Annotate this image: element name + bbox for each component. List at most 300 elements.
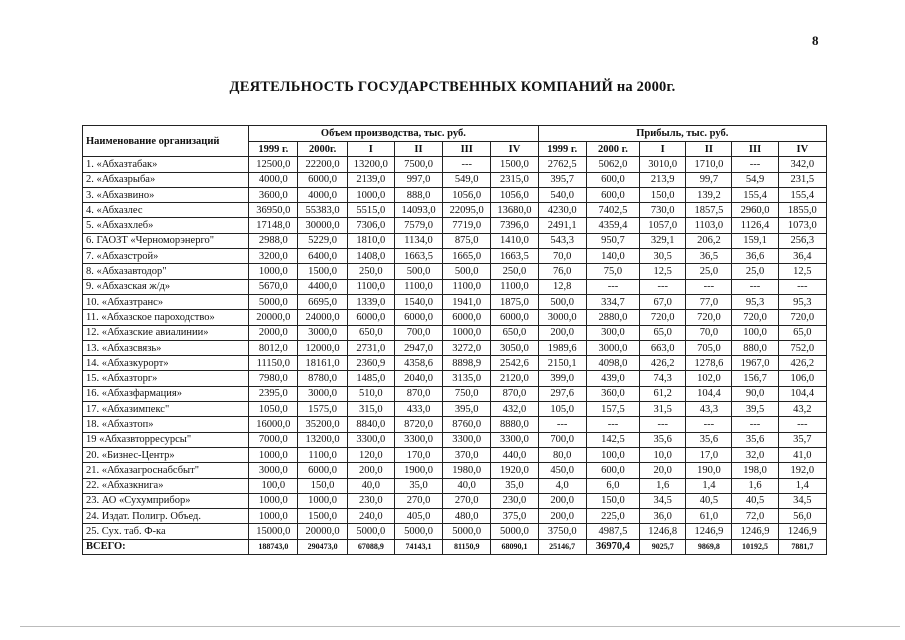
value-cell: 22095,0 <box>443 203 491 218</box>
value-cell: 3050,0 <box>491 340 538 355</box>
value-cell: 198,0 <box>732 463 778 478</box>
value-cell: 25,0 <box>732 264 778 279</box>
value-cell: 1246,9 <box>778 524 826 539</box>
value-cell: 1000,0 <box>249 509 298 524</box>
value-cell: 10,0 <box>640 447 686 462</box>
value-cell: 25146,7 <box>538 539 586 554</box>
value-cell: 54,9 <box>732 172 778 187</box>
value-cell: 6000,0 <box>491 310 538 325</box>
value-cell: 1100,0 <box>394 279 442 294</box>
value-cell: 439,0 <box>586 371 639 386</box>
value-cell: 90,0 <box>732 386 778 401</box>
table-row <box>83 432 827 447</box>
value-cell: 433,0 <box>394 402 442 417</box>
value-cell: 6000,0 <box>298 172 347 187</box>
value-cell: 231,5 <box>778 172 826 187</box>
value-cell: 4,0 <box>538 478 586 493</box>
value-cell: 360,0 <box>586 386 639 401</box>
value-cell: 7500,0 <box>394 157 442 172</box>
table-row <box>83 310 827 325</box>
value-cell: 5229,0 <box>298 233 347 248</box>
value-cell: 22200,0 <box>298 157 347 172</box>
value-cell: 1246,8 <box>640 524 686 539</box>
value-cell: 65,0 <box>640 325 686 340</box>
value-cell: 3000,0 <box>249 463 298 478</box>
value-cell: 6400,0 <box>298 249 347 264</box>
value-cell: 888,0 <box>394 187 442 202</box>
value-cell: --- <box>443 157 491 172</box>
value-cell: 2120,0 <box>491 371 538 386</box>
value-cell: 200,0 <box>538 493 586 508</box>
value-cell: 61,0 <box>686 509 732 524</box>
value-cell: 5000,0 <box>249 294 298 309</box>
table-row <box>83 493 827 508</box>
value-cell: 8780,0 <box>298 371 347 386</box>
value-cell: 730,0 <box>640 203 686 218</box>
value-cell: 5670,0 <box>249 279 298 294</box>
value-cell: 7306,0 <box>347 218 394 233</box>
value-cell: 30,5 <box>640 249 686 264</box>
value-cell: 35,6 <box>732 432 778 447</box>
value-cell: 1100,0 <box>347 279 394 294</box>
value-cell: --- <box>732 157 778 172</box>
value-cell: 549,0 <box>443 172 491 187</box>
value-cell: 600,0 <box>586 172 639 187</box>
page-title: ДЕЯТЕЛЬНОСТЬ ГОСУДАРСТВЕННЫХ КОМПАНИЙ на 2000г. <box>229 79 676 95</box>
value-cell: 2150,1 <box>538 356 586 371</box>
value-cell: 25,0 <box>686 264 732 279</box>
value-cell: 426,2 <box>640 356 686 371</box>
value-cell: 225,0 <box>586 509 639 524</box>
value-cell: 370,0 <box>443 447 491 462</box>
value-cell: 395,0 <box>443 402 491 417</box>
organization-name-cell: 11. «Абхазское пароходство» <box>83 310 249 325</box>
value-cell: 7579,0 <box>394 218 442 233</box>
scan-bottom-line <box>20 626 900 627</box>
value-cell: 7000,0 <box>249 432 298 447</box>
value-cell: 206,2 <box>686 233 732 248</box>
table-row <box>83 509 827 524</box>
value-cell: 1000,0 <box>249 264 298 279</box>
value-cell: 2947,0 <box>394 340 442 355</box>
value-cell: 5062,0 <box>586 157 639 172</box>
value-cell: 1100,0 <box>443 279 491 294</box>
value-cell: 12,5 <box>778 264 826 279</box>
organization-name-cell: 20. «Бизнес-Центр» <box>83 447 249 462</box>
value-cell: 3000,0 <box>298 386 347 401</box>
companies-table <box>82 125 827 555</box>
value-cell: 155,4 <box>732 187 778 202</box>
value-cell: 1810,0 <box>347 233 394 248</box>
value-cell: 1410,0 <box>491 233 538 248</box>
value-cell: 35,7 <box>778 432 826 447</box>
value-cell: 8012,0 <box>249 340 298 355</box>
subheader-cell: III <box>443 142 491 157</box>
value-cell: 20000,0 <box>298 524 347 539</box>
value-cell: 3750,0 <box>538 524 586 539</box>
value-cell: 12,5 <box>640 264 686 279</box>
value-cell: 1100,0 <box>298 447 347 462</box>
value-cell: 1855,0 <box>778 203 826 218</box>
value-cell: 1057,0 <box>640 218 686 233</box>
value-cell: 2988,0 <box>249 233 298 248</box>
value-cell: 1500,0 <box>491 157 538 172</box>
value-cell: 3000,0 <box>586 340 639 355</box>
value-cell: 12500,0 <box>249 157 298 172</box>
value-cell: --- <box>586 279 639 294</box>
value-cell: 500,0 <box>443 264 491 279</box>
subheader-cell: I <box>640 142 686 157</box>
value-cell: 3000,0 <box>538 310 586 325</box>
value-cell: 2000,0 <box>249 325 298 340</box>
value-cell: 297,6 <box>538 386 586 401</box>
organization-name-cell: 18. «Абхазтоп» <box>83 417 249 432</box>
value-cell: 4000,0 <box>249 172 298 187</box>
value-cell: --- <box>686 417 732 432</box>
organization-name-cell: 9. «Абхазская ж/д» <box>83 279 249 294</box>
value-cell: 1100,0 <box>491 279 538 294</box>
value-cell: 15000,0 <box>249 524 298 539</box>
subheader-cell: 2000г. <box>298 142 347 157</box>
value-cell: 13680,0 <box>491 203 538 218</box>
table-row <box>83 463 827 478</box>
value-cell: 2040,0 <box>394 371 442 386</box>
value-cell: 36,6 <box>732 249 778 264</box>
value-cell: 1246,9 <box>732 524 778 539</box>
value-cell: 1967,0 <box>732 356 778 371</box>
organization-name-cell: 24. Издат. Полигр. Объед. <box>83 509 249 524</box>
value-cell: 36970,4 <box>586 539 639 554</box>
value-cell: 7980,0 <box>249 371 298 386</box>
value-cell: 74143,1 <box>394 539 442 554</box>
value-cell: 432,0 <box>491 402 538 417</box>
table-header-row <box>83 126 827 142</box>
value-cell: 35,6 <box>686 432 732 447</box>
value-cell: 17148,0 <box>249 218 298 233</box>
value-cell: 1126,4 <box>732 218 778 233</box>
value-cell: 1000,0 <box>249 493 298 508</box>
value-cell: 870,0 <box>394 386 442 401</box>
organization-name-cell: 16. «Абхазфармация» <box>83 386 249 401</box>
value-cell: 1056,0 <box>443 187 491 202</box>
value-cell: 30000,0 <box>298 218 347 233</box>
table-row <box>83 386 827 401</box>
value-cell: 100,0 <box>586 447 639 462</box>
value-cell: --- <box>586 417 639 432</box>
value-cell: 1000,0 <box>249 447 298 462</box>
value-cell: 720,0 <box>686 310 732 325</box>
value-cell: 1050,0 <box>249 402 298 417</box>
value-cell: 139,2 <box>686 187 732 202</box>
value-cell: 600,0 <box>586 463 639 478</box>
value-cell: 4987,5 <box>586 524 639 539</box>
value-cell: 1575,0 <box>298 402 347 417</box>
value-cell: 36,5 <box>686 249 732 264</box>
value-cell: 1900,0 <box>394 463 442 478</box>
value-cell: 43,2 <box>778 402 826 417</box>
value-cell: 256,3 <box>778 233 826 248</box>
table-row <box>83 340 827 355</box>
value-cell: 5000,0 <box>491 524 538 539</box>
value-cell: 150,0 <box>640 187 686 202</box>
value-cell: 17,0 <box>686 447 732 462</box>
table-row <box>83 417 827 432</box>
organization-name-cell: 10. «Абхазтранс» <box>83 294 249 309</box>
value-cell: 20000,0 <box>249 310 298 325</box>
value-cell: 480,0 <box>443 509 491 524</box>
value-cell: 6695,0 <box>298 294 347 309</box>
organization-name-cell: 12. «Абхазские авиалинии» <box>83 325 249 340</box>
value-cell: 13200,0 <box>298 432 347 447</box>
value-cell: 4000,0 <box>298 187 347 202</box>
value-cell: 3000,0 <box>298 325 347 340</box>
table-row <box>83 402 827 417</box>
value-cell: 56,0 <box>778 509 826 524</box>
value-cell: 35,0 <box>491 478 538 493</box>
value-cell: 1485,0 <box>347 371 394 386</box>
value-cell: --- <box>686 279 732 294</box>
value-cell: 14093,0 <box>394 203 442 218</box>
value-cell: 1,6 <box>732 478 778 493</box>
value-cell: 1278,6 <box>686 356 732 371</box>
value-cell: 3010,0 <box>640 157 686 172</box>
value-cell: 8898,9 <box>443 356 491 371</box>
organization-name-cell: 17. «Абхазимпекс" <box>83 402 249 417</box>
value-cell: 342,0 <box>778 157 826 172</box>
value-cell: 61,2 <box>640 386 686 401</box>
value-cell: 200,0 <box>538 325 586 340</box>
value-cell: 35,0 <box>394 478 442 493</box>
value-cell: 875,0 <box>443 233 491 248</box>
value-cell: 157,5 <box>586 402 639 417</box>
organization-name-cell: 2. «Абхазрыба» <box>83 172 249 187</box>
value-cell: 3300,0 <box>347 432 394 447</box>
table-row <box>83 325 827 340</box>
value-cell: 600,0 <box>586 187 639 202</box>
value-cell: 102,0 <box>686 371 732 386</box>
value-cell: 40,0 <box>443 478 491 493</box>
value-cell: 40,0 <box>347 478 394 493</box>
value-cell: 705,0 <box>686 340 732 355</box>
value-cell: 500,0 <box>394 264 442 279</box>
value-cell: 1710,0 <box>686 157 732 172</box>
value-cell: 2395,0 <box>249 386 298 401</box>
value-cell: 2731,0 <box>347 340 394 355</box>
value-cell: 250,0 <box>347 264 394 279</box>
value-cell: 997,0 <box>394 172 442 187</box>
value-cell: 1875,0 <box>491 294 538 309</box>
value-cell: 6000,0 <box>443 310 491 325</box>
value-cell: 72,0 <box>732 509 778 524</box>
value-cell: 5000,0 <box>394 524 442 539</box>
value-cell: 720,0 <box>732 310 778 325</box>
value-cell: 150,0 <box>298 478 347 493</box>
value-cell: 315,0 <box>347 402 394 417</box>
value-cell: --- <box>640 417 686 432</box>
value-cell: 77,0 <box>686 294 732 309</box>
page-number: 8 <box>812 33 819 48</box>
value-cell: 95,3 <box>778 294 826 309</box>
value-cell: 67088,9 <box>347 539 394 554</box>
value-cell: 31,5 <box>640 402 686 417</box>
value-cell: 230,0 <box>347 493 394 508</box>
value-cell: 65,0 <box>778 325 826 340</box>
subheader-cell: II <box>394 142 442 157</box>
value-cell: 80,0 <box>538 447 586 462</box>
value-cell: --- <box>732 279 778 294</box>
value-cell: 1663,5 <box>394 249 442 264</box>
table-row <box>83 218 827 233</box>
value-cell: 67,0 <box>640 294 686 309</box>
organization-name-cell: 19 «Абхазвторресурсы" <box>83 432 249 447</box>
value-cell: 2360,9 <box>347 356 394 371</box>
value-cell: 81150,9 <box>443 539 491 554</box>
value-cell: 1500,0 <box>298 264 347 279</box>
value-cell: 650,0 <box>491 325 538 340</box>
organization-name-cell: 8. «Абхазавтодор" <box>83 264 249 279</box>
value-cell: 240,0 <box>347 509 394 524</box>
subheader-cell: 2000 г. <box>586 142 639 157</box>
profit-group-header: Прибыль, тыс. руб. <box>538 126 826 142</box>
value-cell: --- <box>778 417 826 432</box>
value-cell: 170,0 <box>394 447 442 462</box>
table-row <box>83 172 827 187</box>
value-cell: --- <box>732 417 778 432</box>
value-cell: 12,8 <box>538 279 586 294</box>
value-cell: 4358,6 <box>394 356 442 371</box>
value-cell: 1663,5 <box>491 249 538 264</box>
value-cell: 3300,0 <box>394 432 442 447</box>
table-row <box>83 294 827 309</box>
value-cell: 1000,0 <box>443 325 491 340</box>
value-cell: 7396,0 <box>491 218 538 233</box>
value-cell: 200,0 <box>347 463 394 478</box>
value-cell: 950,7 <box>586 233 639 248</box>
value-cell: 2315,0 <box>491 172 538 187</box>
value-cell: 188743,0 <box>249 539 298 554</box>
table-row <box>83 249 827 264</box>
value-cell: 13200,0 <box>347 157 394 172</box>
value-cell: 6000,0 <box>347 310 394 325</box>
value-cell: 2542,6 <box>491 356 538 371</box>
value-cell: 230,0 <box>491 493 538 508</box>
value-cell: 190,0 <box>686 463 732 478</box>
value-cell: 12000,0 <box>298 340 347 355</box>
value-cell: 4359,4 <box>586 218 639 233</box>
name-column-header: Наименование организаций <box>83 126 249 157</box>
value-cell: 35,6 <box>640 432 686 447</box>
value-cell: 16000,0 <box>249 417 298 432</box>
value-cell: 750,0 <box>443 386 491 401</box>
value-cell: --- <box>778 279 826 294</box>
value-cell: 700,0 <box>538 432 586 447</box>
value-cell: 70,0 <box>686 325 732 340</box>
value-cell: 68090,1 <box>491 539 538 554</box>
value-cell: 36,4 <box>778 249 826 264</box>
value-cell: 543,3 <box>538 233 586 248</box>
value-cell: 70,0 <box>538 249 586 264</box>
value-cell: 1073,0 <box>778 218 826 233</box>
value-cell: 720,0 <box>640 310 686 325</box>
value-cell: 11150,0 <box>249 356 298 371</box>
value-cell: 213,9 <box>640 172 686 187</box>
value-cell: 375,0 <box>491 509 538 524</box>
value-cell: 156,7 <box>732 371 778 386</box>
value-cell: 76,0 <box>538 264 586 279</box>
value-cell: 2960,0 <box>732 203 778 218</box>
value-cell: 5000,0 <box>443 524 491 539</box>
organization-name-cell: 15. «Абхазторг» <box>83 371 249 386</box>
organization-name-cell: 23. АО «Сухумприбор» <box>83 493 249 508</box>
table-row <box>83 233 827 248</box>
value-cell: 880,0 <box>732 340 778 355</box>
value-cell: 18161,0 <box>298 356 347 371</box>
table-row <box>83 203 827 218</box>
value-cell: 870,0 <box>491 386 538 401</box>
value-cell: 40,5 <box>732 493 778 508</box>
organization-name-cell: ВСЕГО: <box>83 539 249 554</box>
value-cell: 395,7 <box>538 172 586 187</box>
value-cell: 1989,6 <box>538 340 586 355</box>
value-cell: 1540,0 <box>394 294 442 309</box>
value-cell: 20,0 <box>640 463 686 478</box>
value-cell: 5000,0 <box>347 524 394 539</box>
value-cell: 120,0 <box>347 447 394 462</box>
value-cell: 105,0 <box>538 402 586 417</box>
value-cell: 1134,0 <box>394 233 442 248</box>
value-cell: 1,4 <box>778 478 826 493</box>
value-cell: 1056,0 <box>491 187 538 202</box>
subheader-cell: II <box>686 142 732 157</box>
organization-name-cell: 13. «Абхазсвязь» <box>83 340 249 355</box>
value-cell: 100,0 <box>249 478 298 493</box>
value-cell: 8880,0 <box>491 417 538 432</box>
value-cell: 1,4 <box>686 478 732 493</box>
value-cell: 2762,5 <box>538 157 586 172</box>
value-cell: 150,0 <box>586 493 639 508</box>
value-cell: 75,0 <box>586 264 639 279</box>
value-cell: 35200,0 <box>298 417 347 432</box>
value-cell: 1000,0 <box>298 493 347 508</box>
table-row <box>83 356 827 371</box>
value-cell: 500,0 <box>538 294 586 309</box>
value-cell: 1665,0 <box>443 249 491 264</box>
value-cell: 142,5 <box>586 432 639 447</box>
value-cell: 510,0 <box>347 386 394 401</box>
value-cell: 2139,0 <box>347 172 394 187</box>
organization-name-cell: 1. «Абхазтабак» <box>83 157 249 172</box>
value-cell: 1,6 <box>640 478 686 493</box>
value-cell: 1246,9 <box>686 524 732 539</box>
value-cell: 426,2 <box>778 356 826 371</box>
value-cell: 270,0 <box>394 493 442 508</box>
value-cell: 10192,5 <box>732 539 778 554</box>
subheader-cell: I <box>347 142 394 157</box>
value-cell: 3272,0 <box>443 340 491 355</box>
value-cell: 7402,5 <box>586 203 639 218</box>
value-cell: 43,3 <box>686 402 732 417</box>
value-cell: 700,0 <box>394 325 442 340</box>
value-cell: 55383,0 <box>298 203 347 218</box>
table-row <box>83 157 827 172</box>
value-cell: 4098,0 <box>586 356 639 371</box>
value-cell: 1500,0 <box>298 509 347 524</box>
value-cell: 663,0 <box>640 340 686 355</box>
table-row <box>83 264 827 279</box>
value-cell: 1980,0 <box>443 463 491 478</box>
value-cell: 1941,0 <box>443 294 491 309</box>
organization-name-cell: 22. «Абхазкнига» <box>83 478 249 493</box>
